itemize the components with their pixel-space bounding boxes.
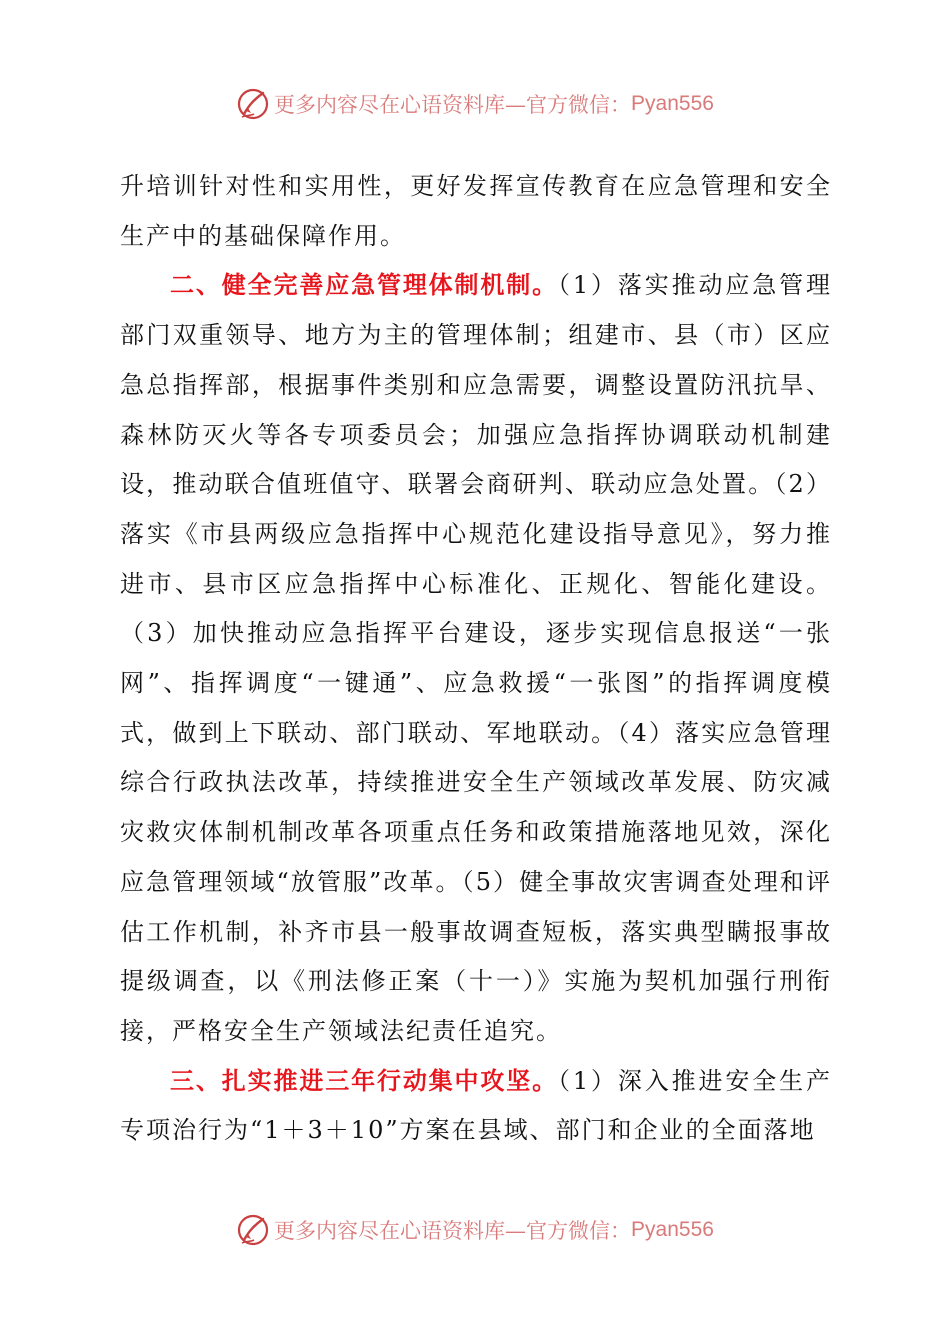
paragraph-3 [120, 1057, 832, 1156]
paragraph-2 [120, 261, 832, 1056]
pen-logo-icon [236, 87, 270, 121]
pen-logo-icon [236, 1213, 270, 1247]
paragraph-1-text: 升培训针对性和实用性，更好发挥宣传教育在应急管理和安全生产中的基础保障作用。 [120, 172, 832, 250]
banner-wechat-id: Pyan556 [631, 1218, 714, 1241]
banner-text: 更多内容尽在心语资料库—官方微信： [274, 93, 632, 117]
header-watermark-banner [0, 84, 950, 124]
footer-watermark-banner [0, 1210, 950, 1250]
paragraph-2-text: （1）落实推动应急管理部门双重领导、地方为主的管理体制；组建市、县（市）区应急总指挥部，根据事件类别和应急需要，调整设置防汛抗旱、森林防灭火等各专项委员会；加强应急指挥协调联动机制建设，推动联合值班值守、联署会商研判、联动应急处置。（2）落实《市县两级应急指挥中心规范化建设指导意见》，努力推进市、县市区应急指挥中心标准化、正规化、智能化建设。（3）加快推动应急指挥平台建设，逐步实现信息报送“一张网”、指挥调度“一键通”、应急救援“一张图”的指挥调度模式，做到上下联动、部门联动、军地联动。（4）落实应急管理综合行政执法改革，持续推进安全生产领域改革发展、防灾减灾救灾体制机制改革各项重点任务和政策措施落地见效，深化应急管理领域“放管服”改革。（5）健全事故灾害调查处理和评估工作机制，补齐市县一般事故调查短板，落实典型瞒报事故提级调查，以《刑法修正案（十一）》实施为契机加强行刑衔接，严格安全生产领域法纪责任追究。 [120, 271, 832, 1045]
banner-wechat-id: Pyan556 [631, 92, 714, 115]
section-heading-3: 三、扎实推进三年行动集中攻坚。 [170, 1066, 559, 1095]
section-heading-2: 二、健全完善应急管理体制机制。 [170, 271, 559, 300]
paragraph-3-text: （1）深入推进安全生产专项治行为“1＋3＋10”方案在县域、部门和企业的全面落地 [120, 1066, 832, 1145]
banner-text: 更多内容尽在心语资料库—官方微信： [274, 1219, 632, 1243]
document-body [120, 162, 832, 1156]
paragraph-1 [120, 162, 832, 261]
